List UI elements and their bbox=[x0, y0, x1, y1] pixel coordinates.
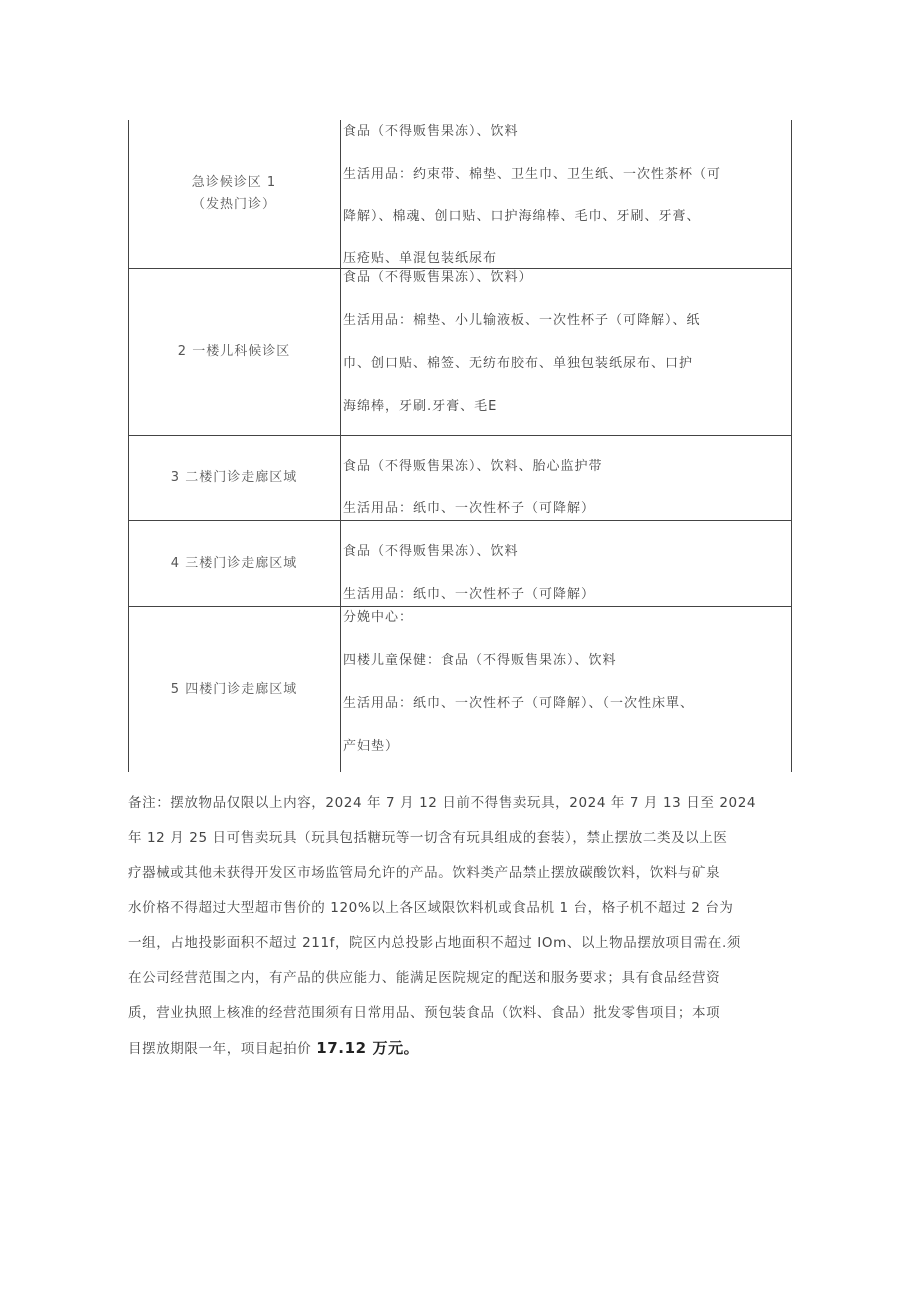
item-line: 食品（不得贩售果冻）、饮料 bbox=[343, 124, 519, 139]
items-cell bbox=[343, 607, 783, 772]
area-subname: （发热门诊） bbox=[191, 197, 276, 212]
remarks-line: 水价格不得超过大型超市售价的 120%以上各区域限饮料机或食品机 1 台，格子机不超过 2 台为 bbox=[128, 900, 734, 916]
items-cell bbox=[343, 436, 783, 520]
item-line: 产妇垫） bbox=[343, 739, 400, 754]
item-line: 四楼儿童保健：食品（不得贩售果冻）、饮料 bbox=[343, 653, 617, 668]
starting-price: 17.12 万元。 bbox=[316, 1039, 420, 1057]
item-line: 巾、创口贴、棉签、无纺布胶布、单独包装纸尿布、口护 bbox=[343, 356, 694, 371]
item-line: 压疮贴、单混包装纸尿布 bbox=[343, 251, 498, 266]
area-cell bbox=[128, 436, 340, 520]
remarks-line: 在公司经营范围之内，有产品的供应能力、能满足医院规定的配送和服务要求；具有食品经营资 bbox=[128, 970, 721, 986]
table-row bbox=[128, 436, 792, 520]
item-line: 生活用品：棉垫、小儿输液板、一次性杯子（可降解）、纸 bbox=[343, 313, 701, 328]
items-cell bbox=[343, 521, 783, 606]
item-line: 降解）、棉魂、创口贴、口护海绵棒、毛巾、牙刷、牙膏、 bbox=[343, 209, 701, 224]
table-row bbox=[128, 607, 792, 772]
item-line: 食品（不得贩售果冻）、饮料 bbox=[343, 544, 519, 559]
remarks-line: 一组，占地投影面积不超过 211f，院区内总投影占地面积不超过 IOm、以上物品摆放项目需在.须 bbox=[128, 935, 741, 951]
vending-area-table bbox=[128, 120, 792, 772]
area-name: 3 二楼门诊走廊区域 bbox=[170, 470, 298, 485]
area-cell bbox=[128, 521, 340, 606]
remarks-last-line bbox=[128, 1031, 788, 1067]
item-line: 生活用品：纸巾、一次性杯子（可降解） bbox=[343, 501, 596, 516]
remarks-last-text: 目摆放期限一年，项目起拍价 bbox=[128, 1041, 317, 1057]
area-cell bbox=[128, 120, 340, 268]
table-row bbox=[128, 120, 792, 268]
area-name: 5 四楼门诊走廊区域 bbox=[170, 681, 298, 697]
item-line: 生活用品：纸巾、一次性杯子（可降解） bbox=[343, 587, 596, 602]
remarks-line: 质，营业执照上核准的经营范围须有日常用品、预包装食品（饮料、食品）批发零售项目；本项 bbox=[128, 1005, 721, 1021]
table-row bbox=[128, 521, 792, 606]
remarks-paragraph bbox=[128, 786, 788, 1067]
area-name: 急诊候诊区 1 bbox=[191, 175, 277, 190]
remarks-line: 疗器械或其他未获得开发区市场监管局允许的产品。饮料类产品禁止摆放碳酸饮料，饮料与矿泉 bbox=[128, 865, 721, 881]
area-name: 4 三楼门诊走廊区域 bbox=[170, 555, 298, 571]
item-line: 食品（不得贩售果冻）、饮料、胎心监护带 bbox=[343, 459, 603, 474]
item-line: 生活用品：纸巾、一次性杯子（可降解）、（一次性床單、 bbox=[343, 696, 695, 711]
items-cell bbox=[343, 269, 783, 435]
remarks-line: 备注：摆放物品仅限以上内容，2024 年 7 月 12 日前不得售卖玩具，2024 年 7 月 13 日至 2024 bbox=[128, 795, 757, 811]
area-cell bbox=[128, 269, 340, 435]
area-cell bbox=[128, 607, 340, 772]
item-line: 海绵棒，牙刷.牙膏、毛E bbox=[343, 399, 498, 414]
item-line: 分娩中心： bbox=[343, 610, 414, 625]
item-line: 食品（不得贩售果冻）、饮料） bbox=[343, 270, 533, 285]
remarks-line: 年 12 月 25 日可售卖玩具（玩具包括糖玩等一切含有玩具组成的套装），禁止摆放二类及以上医 bbox=[128, 830, 728, 846]
item-line: 生活用品：约束带、棉垫、卫生巾、卫生纸、一次性茶杯（可 bbox=[343, 167, 722, 182]
items-cell bbox=[343, 120, 783, 268]
table-row bbox=[128, 269, 792, 435]
area-name: 2 一楼儿科候诊区 bbox=[177, 344, 291, 359]
